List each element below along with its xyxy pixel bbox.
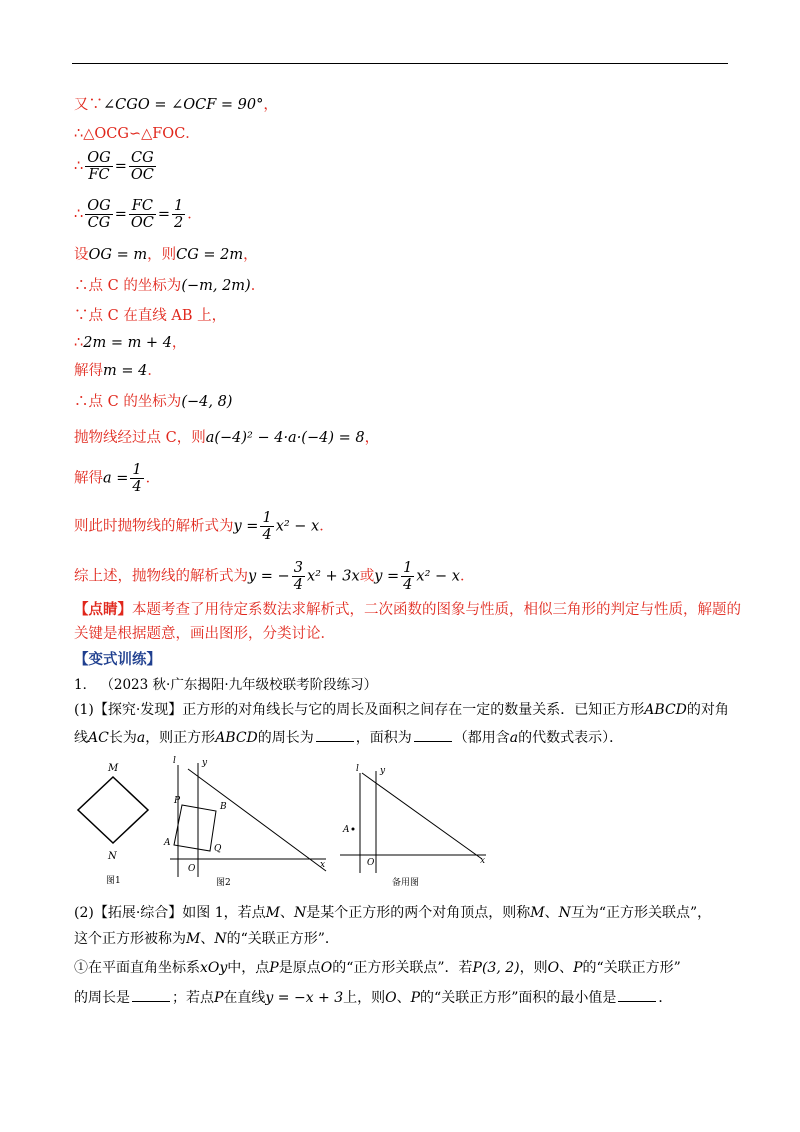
comment-tag: 【点睛】 (74, 601, 132, 618)
text: ． (250, 278, 266, 294)
text: 的“关联正方形”． (226, 931, 339, 947)
text: 、 (559, 960, 574, 976)
math: x² + 3x (306, 568, 360, 585)
math: P (410, 990, 421, 1006)
text: ． (147, 363, 162, 379)
text: ． (319, 518, 334, 535)
fraction (260, 510, 273, 543)
problem-line-2 (74, 728, 623, 748)
math: a (136, 730, 146, 746)
text: 线 (74, 730, 88, 746)
fig2-square (174, 805, 216, 851)
text: 解得 (74, 470, 103, 487)
text: 、 (279, 905, 294, 921)
text: 又∵ (74, 97, 103, 113)
text: 解得 (74, 363, 103, 379)
fig3-point-a (352, 828, 355, 831)
text: 或 (359, 568, 375, 585)
den: 4 (132, 479, 142, 495)
text: ． (459, 568, 475, 585)
fig2-label-q: Q (214, 844, 222, 854)
section-title (74, 650, 161, 670)
text: ，面积为 (355, 730, 412, 746)
math: y = −x + 3 (265, 990, 344, 1006)
text: 【变式训练】 (74, 651, 161, 668)
figures (70, 755, 510, 895)
text: 综上述，抛物线的解析式为 (74, 568, 248, 585)
math: M (265, 905, 280, 921)
fraction (85, 150, 112, 183)
math: M (530, 905, 545, 921)
text: ，则正方形 (145, 730, 216, 746)
math: (−4, 8) (181, 394, 233, 410)
math: ∠CGO = ∠OCF = 90° (103, 97, 264, 113)
math: CG = 2m (176, 247, 244, 263)
fig3-caption: 备用图 (392, 878, 420, 888)
text: ， (364, 430, 380, 446)
problem-line-1 (74, 700, 729, 720)
text: ；若点 (172, 990, 214, 1006)
math: N (214, 931, 227, 947)
math: N (293, 905, 307, 921)
solution-line-11 (74, 428, 379, 448)
text: 的对角 (686, 702, 729, 718)
num: CG (129, 150, 156, 167)
fig2-line (188, 769, 326, 871)
text: 的代数式表示）． (518, 730, 624, 746)
text: 的周长为 (257, 730, 314, 746)
math: N (558, 905, 571, 921)
text: ． (145, 470, 161, 487)
fig3-line (362, 773, 482, 859)
header-rule (72, 63, 728, 64)
math: a (509, 730, 519, 746)
text: ． (187, 206, 202, 223)
text: 互为“正方形关联点”， (570, 905, 712, 921)
fig3-label-a: A (343, 825, 350, 835)
text: 、 (396, 990, 411, 1006)
math: AC (88, 730, 109, 746)
fig3-label-y: y (380, 766, 386, 776)
math: M (186, 931, 201, 947)
text: 的周长是 (74, 990, 130, 1006)
text: 关键是根据题意，画出图形，分类讨论． (74, 626, 335, 642)
math: P (214, 990, 224, 1006)
fraction (85, 198, 112, 231)
fig1-label-n: N (108, 851, 117, 862)
num: 1 (403, 560, 413, 576)
fraction (130, 462, 143, 495)
fraction (292, 560, 305, 593)
num: 3 (293, 560, 303, 576)
fig2-label-a: A (164, 838, 171, 848)
math: x² − x (416, 568, 460, 585)
math: a = (103, 470, 129, 487)
equals: = (157, 206, 171, 223)
text: ，则 (147, 247, 177, 263)
fraction (129, 198, 156, 231)
fig3-label-o: O (367, 858, 375, 868)
math: P(3, 2) (472, 960, 520, 976)
math: ABCD (644, 702, 687, 718)
math: y = (233, 518, 259, 535)
math: O (547, 960, 560, 976)
fig3-label-l: l (356, 764, 359, 774)
math: O (385, 990, 397, 1006)
comment-line-1 (74, 600, 741, 620)
text: 的“关联正方形”面积的最小值是 (420, 990, 617, 1006)
den: 2 (174, 215, 184, 231)
fig2-label-o: O (188, 864, 196, 874)
text: 长为 (108, 730, 137, 746)
den: 4 (293, 577, 303, 593)
math: y = − (248, 568, 290, 585)
num: OG (87, 198, 111, 214)
text: ∴点 C 的坐标为 (74, 278, 182, 294)
problem-header (74, 675, 377, 695)
text: ∴ (74, 335, 84, 351)
text: 中，点 (227, 960, 270, 976)
text: 这个正方形被称为 (74, 931, 186, 947)
math: P (573, 960, 583, 976)
math: a(−4)² − 4·a·(−4) = 8 (205, 430, 365, 446)
den: CG (87, 215, 111, 231)
answer-blank[interactable] (414, 741, 452, 742)
solution-line-12 (74, 462, 160, 495)
text: (2)【拓展·综合】如图 1，若点 (74, 905, 266, 921)
solution-line-13 (74, 510, 334, 543)
den: 4 (403, 577, 413, 593)
math: (−m, 2m) (181, 278, 251, 294)
fig2-label-x: x (320, 860, 326, 870)
fig2-label-b: B (220, 802, 227, 812)
den: FC (88, 167, 110, 183)
math: m = 4 (103, 363, 148, 379)
problem-line-4 (74, 929, 339, 949)
solution-line-8 (74, 333, 186, 353)
solution-line-1 (74, 95, 278, 115)
fig1-caption: 图1 (106, 876, 121, 886)
num: 1 (262, 510, 272, 526)
math: P (269, 960, 279, 976)
text: ． (658, 990, 673, 1006)
text: ，则 (519, 960, 548, 976)
math: O (320, 960, 333, 976)
text: 是某个正方形的两个对角顶点，则称 (306, 905, 531, 921)
text: ∴ (74, 206, 84, 223)
fig2-label-l: l (173, 756, 176, 766)
num: 1 (132, 462, 142, 478)
fraction (129, 150, 156, 183)
text: 抛物线经过点 C，则 (74, 430, 206, 446)
den: 4 (262, 527, 272, 543)
fraction (172, 198, 185, 231)
answer-blank[interactable] (618, 1001, 656, 1002)
text: ∴△OCG∽△FOC． (74, 126, 200, 142)
solution-line-2 (74, 124, 200, 144)
solution-line-10 (74, 392, 232, 412)
den: OC (130, 167, 154, 183)
fraction (401, 560, 414, 593)
solution-line-7 (74, 306, 226, 326)
answer-blank[interactable] (132, 1001, 170, 1002)
text: 上，则 (343, 990, 386, 1006)
math: ABCD (215, 730, 258, 746)
math: OG = m (88, 247, 148, 263)
fig1-square (78, 777, 148, 843)
num: FC (129, 198, 156, 215)
solution-line-9 (74, 361, 162, 381)
solution-line-6 (74, 276, 265, 296)
text: ， (243, 247, 258, 263)
math: 2m = m + 4 (83, 335, 172, 351)
text: ∵点 C 在直线 AB 上， (74, 308, 227, 324)
fig2-caption: 图2 (216, 878, 231, 888)
num: 1 (174, 198, 184, 214)
fig2-label-y: y (202, 758, 208, 768)
text: （都用含 (453, 730, 510, 746)
equals: = (114, 206, 127, 223)
text: (1)【探究·发现】正方形的对角线长与它的周长及面积之间存在一定的数量关系．已知正方形 (74, 702, 645, 718)
text: ①在平面直角坐标系 (74, 960, 200, 976)
text: 是原点 (278, 960, 321, 976)
solution-line-5 (74, 245, 258, 265)
text: 、 (200, 931, 215, 947)
solution-line-3 (74, 150, 158, 183)
fig2-label-p: P (174, 796, 181, 806)
text: 则此时抛物线的解析式为 (74, 518, 234, 535)
comment-line-2 (74, 624, 335, 644)
text: 、 (544, 905, 559, 921)
text: 设 (74, 247, 89, 263)
math: x² − x (275, 518, 320, 535)
problem-line-3 (74, 903, 711, 923)
num: OG (87, 150, 111, 166)
text: 的“关联正方形” (582, 960, 681, 976)
equals: = (114, 158, 127, 175)
fig3-label-x: x (480, 856, 486, 866)
text: ， (171, 335, 187, 351)
den: OC (130, 215, 154, 231)
problem-line-5 (74, 958, 681, 978)
fig1-label-m: M (108, 763, 119, 774)
solution-line-4 (74, 198, 202, 231)
text: 1． （2023 秋·广东揭阳·九年级校联考阶段练习） (74, 677, 378, 693)
answer-blank[interactable] (316, 741, 354, 742)
math: y = (374, 568, 400, 585)
text: ∴点 C 的坐标为 (74, 394, 182, 410)
solution-line-14 (74, 560, 474, 593)
problem-line-6 (74, 988, 672, 1008)
text: 的“正方形关联点”．若 (332, 960, 473, 976)
text: 本题考查了用待定系数法求解析式，二次函数的图象与性质，相似三角形的判定与性质，解题的 (132, 602, 741, 618)
text: 在直线 (223, 990, 266, 1006)
text: ∴ (74, 158, 84, 175)
math: xOy (200, 960, 228, 976)
text: ， (263, 97, 278, 113)
